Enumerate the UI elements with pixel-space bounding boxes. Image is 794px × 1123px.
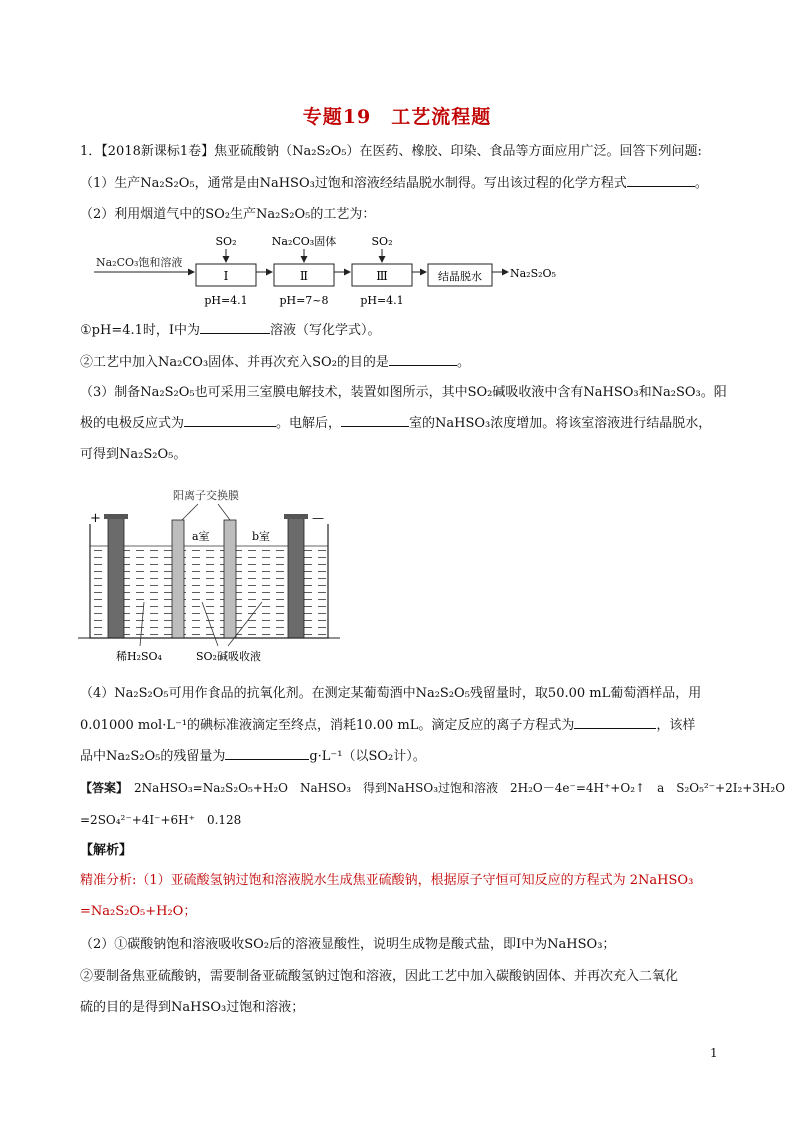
answer-blank — [627, 174, 695, 187]
flow-box-3-label: Ⅲ — [376, 269, 388, 283]
question-part-2: （2）利用烟道气中的SO₂生产Na₂S₂O₅的工艺为： — [80, 207, 376, 222]
membrane-right — [224, 520, 236, 638]
flow-top-label-1: SO₂ — [215, 235, 237, 248]
cathode-cap — [284, 514, 308, 519]
part-3-text-c: 室的NaHSO₃浓度增加。将该室溶液进行结晶脱水， — [409, 416, 712, 431]
flow-output-label: Na₂S₂O₅ — [510, 267, 556, 280]
flow-top-label-2: Na₂CO₃固体 — [271, 235, 337, 248]
answer-line-2: =2SO₄²⁻+4I⁻+6H⁺ 0.128 — [80, 813, 242, 827]
flow-input-label: Na₂CO₃饱和溶液 — [96, 256, 183, 269]
answer-line-1 — [80, 779, 786, 797]
answer-blank — [225, 747, 309, 760]
membrane-left — [172, 520, 184, 638]
anode-cap — [104, 514, 128, 519]
answer-label: 【答案】 — [80, 781, 123, 795]
analysis-line-4: ②要制备焦亚硫酸钠，需要制备亚硫酸氢钠过饱和溶液，因此工艺中加入碳酸钠固体、并再次充入二氧化 — [80, 969, 679, 984]
question-intro: 1．【2018新课标1卷】焦亚硫酸钠（Na₂S₂O₅）在医药、橡胶、印染、食品等方面应用广泛。回答下列问题: — [80, 144, 702, 159]
part-1-text: （1）生产Na₂S₂O₅，通常是由NaHSO₃过饱和溶液经结晶脱水制得。写出该过程的化学方程式 — [80, 176, 627, 191]
answer-blank — [184, 414, 276, 427]
answer-blank — [574, 716, 656, 729]
room-a-label: a室 — [192, 530, 210, 543]
flow-box-4-label: 结晶脱水 — [438, 270, 482, 283]
plus-terminal-label: + — [90, 511, 101, 526]
answer-blank — [389, 353, 457, 366]
analysis-line-5: 硫的目的是得到NaHSO₃过饱和溶液； — [80, 1000, 305, 1015]
room-b-label: b室 — [252, 530, 271, 543]
question-part-4-line-1: （4）Na₂S₂O₅可用作食品的抗氧化剂。在测定某葡萄酒中Na₂S₂O₅残留量时，取50.00 mL葡萄酒样品，用 — [80, 686, 702, 701]
part-3-text-b: 。电解后， — [276, 416, 342, 431]
flow-bottom-label-3: pH=4.1 — [360, 294, 404, 307]
question-part-3-line-1: （3）制备Na₂S₂O₅也可采用三室膜电解技术，装置如图所示，其中SO₂碱吸收液中含有NaHSO₃和Na₂SO₃。阳 — [80, 385, 727, 400]
part-2a-text: ①pH=4.1时，Ⅰ中为 — [80, 323, 201, 338]
part-2b-text: ②工艺中加入Na₂CO₃固体、并再次充入SO₂的目的是 — [80, 355, 389, 370]
page-title: 专题19 工艺流程题 — [302, 106, 492, 128]
part-2a-end: 溶液（写化学式）。 — [270, 323, 381, 338]
question-part-1 — [80, 174, 730, 193]
part-4-text-a: 0.01000 mol·L⁻¹的碘标准液滴定至终点，消耗10.00 mL。滴定反应的离子方程式为 — [80, 718, 575, 733]
answer-text-1: 2NaHSO₃=Na₂S₂O₅+H₂O NaHSO₃ 得到NaHSO₃过饱和溶液 2H₂O－4e⁻=4H⁺+O₂↑ a S₂O₅²⁻+2I₂+3H₂O — [134, 781, 786, 795]
anode-electrode — [108, 518, 124, 638]
membrane-pointer-left — [182, 504, 198, 520]
membrane-label: 阳离子交换膜 — [173, 489, 239, 502]
flow-box-2-label: Ⅱ — [299, 269, 309, 283]
page-number: 1 — [710, 1046, 718, 1060]
electrolysis-cell-diagram — [78, 484, 340, 668]
cathode-electrode — [288, 518, 304, 638]
left-liquid-label: 稀H₂SO₄ — [116, 650, 162, 663]
answer-blank — [341, 414, 409, 427]
question-part-3-line-2 — [80, 414, 730, 433]
analysis-label: 【解析】 — [80, 843, 133, 858]
part-4-text-c: 品中Na₂S₂O₅的残留量为 — [80, 749, 226, 764]
question-part-4-line-2 — [80, 716, 730, 735]
right-liquid-label: SO₂碱吸收液 — [196, 650, 261, 663]
minus-terminal-label: — — [312, 511, 324, 525]
process-flow-diagram — [90, 232, 610, 314]
question-part-3-line-3: 可得到Na₂S₂O₅。 — [80, 447, 187, 462]
question-part-4-line-3 — [80, 747, 730, 766]
analysis-red-line-2: =Na₂S₂O₅+H₂O； — [80, 904, 197, 919]
part-1-end: 。 — [694, 176, 708, 191]
question-part-2a — [80, 321, 730, 340]
flow-bottom-label-1: pH=4.1 — [204, 294, 248, 307]
flow-box-1-label: Ⅰ — [223, 269, 229, 283]
analysis-red-line-1: 精准分析:（1）亚硫酸氢钠过饱和溶液脱水生成焦亚硫酸钠，根据原子守恒可知反应的方程式为 2NaHSO₃ — [80, 873, 694, 888]
part-4-text-d: g·L⁻¹（以SO₂计）。 — [309, 749, 426, 764]
question-part-2b — [80, 353, 730, 372]
analysis-line-3: （2）①碳酸钠饱和溶液吸收SO₂后的溶液显酸性，说明生成物是酸式盐，即Ⅰ中为NaHSO₃； — [80, 937, 616, 952]
membrane-pointer-right — [218, 504, 230, 520]
answer-blank — [200, 321, 270, 334]
part-2b-end: 。 — [456, 355, 470, 370]
part-3-text-a: 极的电极反应式为 — [80, 416, 185, 431]
part-4-text-b: ，该样 — [656, 718, 696, 733]
flow-top-label-3: SO₂ — [371, 235, 393, 248]
flow-bottom-label-2: pH=7~8 — [279, 294, 329, 307]
